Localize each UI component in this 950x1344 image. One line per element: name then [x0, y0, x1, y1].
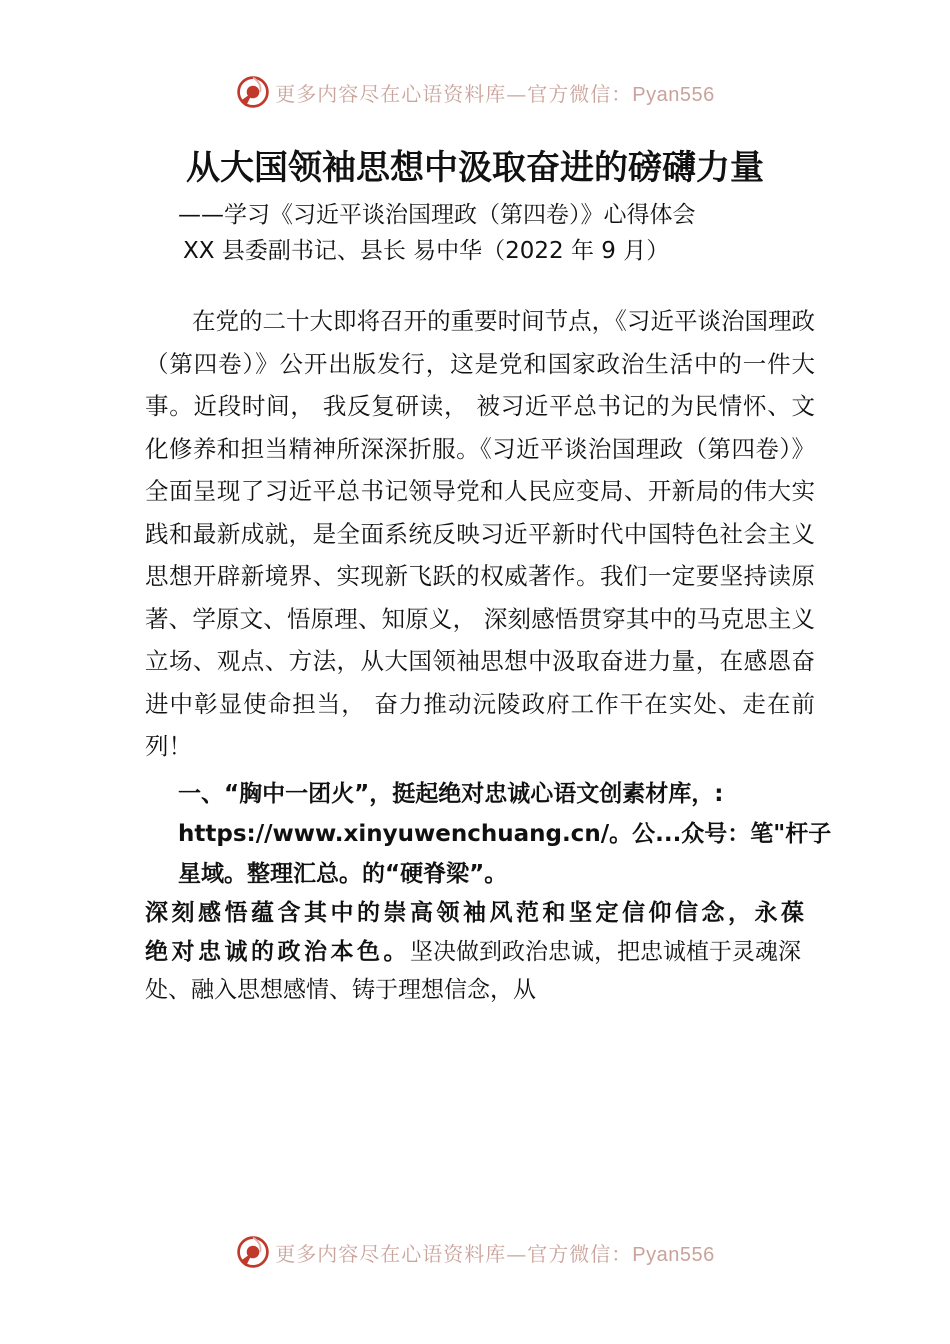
banner-wechat-id: Pyan556: [632, 83, 715, 106]
xinyu-logo-icon: [235, 1234, 271, 1270]
footer-banner: [0, 1232, 950, 1272]
body-paragraph-2-lead: 深刻感悟蕴含其中的崇高领袖风范和坚定信仰信念，永葆绝对忠诚的政治本色。: [145, 900, 808, 965]
banner-text: 更多内容尽在心语资料库—官方微信：Pyan556: [275, 1241, 715, 1266]
section-heading-line-2: https://www.xinyuwenchuang.cn/。公...众号：笔"杆子: [178, 821, 832, 847]
page-title: 从大国领袖思想中汲取奋进的磅礴力量: [186, 148, 764, 188]
section-heading-1: [178, 774, 832, 894]
banner-wechat-id: Pyan556: [632, 1243, 715, 1266]
page-subtitle: ——学习《习近平谈治国理政（第四卷）》心得体会: [178, 202, 696, 228]
banner-text: 更多内容尽在心语资料库—官方微信：Pyan556: [275, 81, 715, 106]
section-heading-line-3: 星域。整理汇总。的“硬脊梁”。: [178, 861, 508, 887]
body-paragraph-2-rest: 坚决做到政治忠诚，把忠诚植于灵魂深处、融入思想感情、铸于理想信念，从: [145, 938, 801, 1003]
xinyu-logo-icon: [235, 74, 271, 110]
header-banner: [0, 72, 950, 112]
author-line: XX 县委副书记、县长 易中华（2022 年 9 月）: [183, 238, 670, 264]
body-paragraph-1: 在党的二十大即将召开的重要时间节点，《习近平谈治国理政（第四卷）》公开出版发行，这是党和国家政治生活中的一件大事。近段时间， 我反复研读， 被习近平总书记的为民情怀、文化修养和担当精神所深深折服。《习近平谈治国理政（第四卷）》全面呈现了习近平总书记领导党和人民应变局、开新局的伟大实践和最新成就，是全面系统反映习近平新时代中国特色社会主义思想开辟新境界、实现新飞跃的权威著作。我们一定要坚持读原著、学原文、悟原理、知原义， 深刻感悟贯穿其中的马克思主义立场、观点、方法，从大国领袖思想中汲取奋进力量，在感恩奋进中彰显使命担当， 奋力推动沅陵政府工作干在实处、走在前列！: [145, 307, 815, 760]
section-heading-line-1: 一、“胸中一团火”，挺起绝对忠诚心语文创素材库，:: [178, 781, 724, 807]
body-paragraph-2: [145, 894, 817, 1010]
